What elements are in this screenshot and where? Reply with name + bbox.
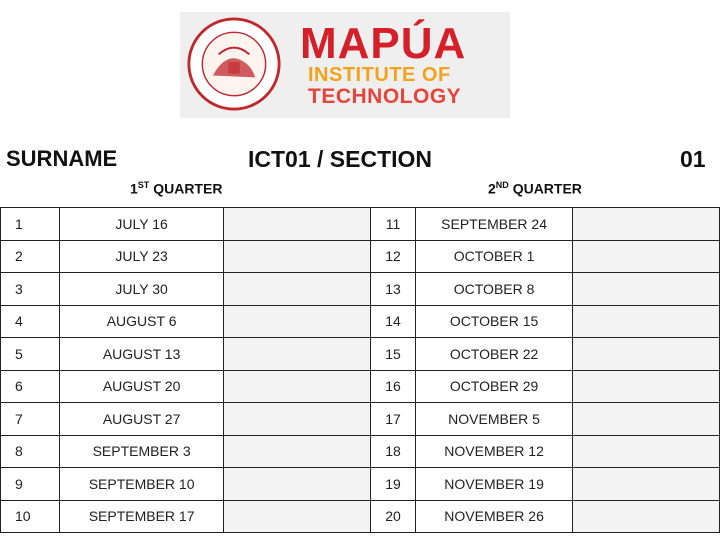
week-number-cell: 19	[370, 468, 415, 501]
table-row	[1, 435, 720, 468]
blank-cell	[224, 305, 371, 338]
week-number-cell: 12	[370, 240, 415, 273]
blank-cell	[573, 435, 720, 468]
week-number-cell: 20	[370, 500, 415, 533]
course-section-title: ICT01 / SECTION	[248, 146, 433, 172]
table-row	[1, 338, 720, 371]
table-row	[1, 403, 720, 436]
surname-label: SURNAME	[6, 146, 118, 171]
date-cell: AUGUST 6	[60, 305, 224, 338]
week-number-cell: 6	[1, 370, 60, 403]
week-number-cell: 7	[1, 403, 60, 436]
table-row	[1, 468, 720, 501]
week-number-cell: 17	[370, 403, 415, 436]
schedule-table	[0, 207, 720, 533]
section-number: 01	[680, 146, 706, 172]
blank-cell	[224, 273, 371, 306]
week-number-cell: 18	[370, 435, 415, 468]
date-cell: NOVEMBER 26	[416, 500, 573, 533]
week-number-cell: 11	[370, 208, 415, 241]
blank-cell	[573, 208, 720, 241]
brand-line2: INSTITUTE OF	[308, 64, 451, 86]
date-cell: NOVEMBER 12	[416, 435, 573, 468]
blank-cell	[224, 240, 371, 273]
institution-logo	[180, 12, 510, 118]
week-number-cell: 15	[370, 338, 415, 371]
table-row	[1, 208, 720, 241]
date-cell: OCTOBER 1	[416, 240, 573, 273]
blank-cell	[573, 468, 720, 501]
blank-cell	[573, 273, 720, 306]
date-cell: JULY 23	[60, 240, 224, 273]
blank-cell	[224, 468, 371, 501]
first-quarter-heading: 1ST QUARTER	[130, 180, 223, 197]
blank-cell	[573, 338, 720, 371]
week-number-cell: 9	[1, 468, 60, 501]
date-cell: OCTOBER 15	[416, 305, 573, 338]
date-cell: SEPTEMBER 17	[60, 500, 224, 533]
date-cell: NOVEMBER 5	[416, 403, 573, 436]
date-cell: SEPTEMBER 10	[60, 468, 224, 501]
date-cell: OCTOBER 29	[416, 370, 573, 403]
week-number-cell: 10	[1, 500, 60, 533]
week-number-cell: 1	[1, 208, 60, 241]
date-cell: SEPTEMBER 3	[60, 435, 224, 468]
date-cell: JULY 30	[60, 273, 224, 306]
table-row	[1, 305, 720, 338]
second-quarter-heading: 2ND QUARTER	[488, 180, 582, 197]
week-number-cell: 2	[1, 240, 60, 273]
week-number-cell: 4	[1, 305, 60, 338]
blank-cell	[573, 500, 720, 533]
date-cell: OCTOBER 8	[416, 273, 573, 306]
week-number-cell: 5	[1, 338, 60, 371]
blank-cell	[224, 500, 371, 533]
date-cell: JULY 16	[60, 208, 224, 241]
date-cell: NOVEMBER 19	[416, 468, 573, 501]
date-cell: AUGUST 27	[60, 403, 224, 436]
brand-line3: TECHNOLOGY	[308, 85, 462, 108]
seal-icon	[186, 16, 282, 112]
blank-cell	[573, 305, 720, 338]
week-number-cell: 13	[370, 273, 415, 306]
date-cell: OCTOBER 22	[416, 338, 573, 371]
table-row	[1, 370, 720, 403]
week-number-cell: 3	[1, 273, 60, 306]
blank-cell	[224, 208, 371, 241]
brand-name: MAPÚA	[300, 19, 467, 68]
blank-cell	[224, 338, 371, 371]
week-number-cell: 14	[370, 305, 415, 338]
table-row	[1, 500, 720, 533]
blank-cell	[224, 435, 371, 468]
blank-cell	[573, 240, 720, 273]
blank-cell	[573, 370, 720, 403]
week-number-cell: 16	[370, 370, 415, 403]
table-row	[1, 273, 720, 306]
blank-cell	[224, 370, 371, 403]
blank-cell	[224, 403, 371, 436]
table-row	[1, 240, 720, 273]
blank-cell	[573, 403, 720, 436]
date-cell: AUGUST 20	[60, 370, 224, 403]
date-cell: SEPTEMBER 24	[416, 208, 573, 241]
date-cell: AUGUST 13	[60, 338, 224, 371]
week-number-cell: 8	[1, 435, 60, 468]
